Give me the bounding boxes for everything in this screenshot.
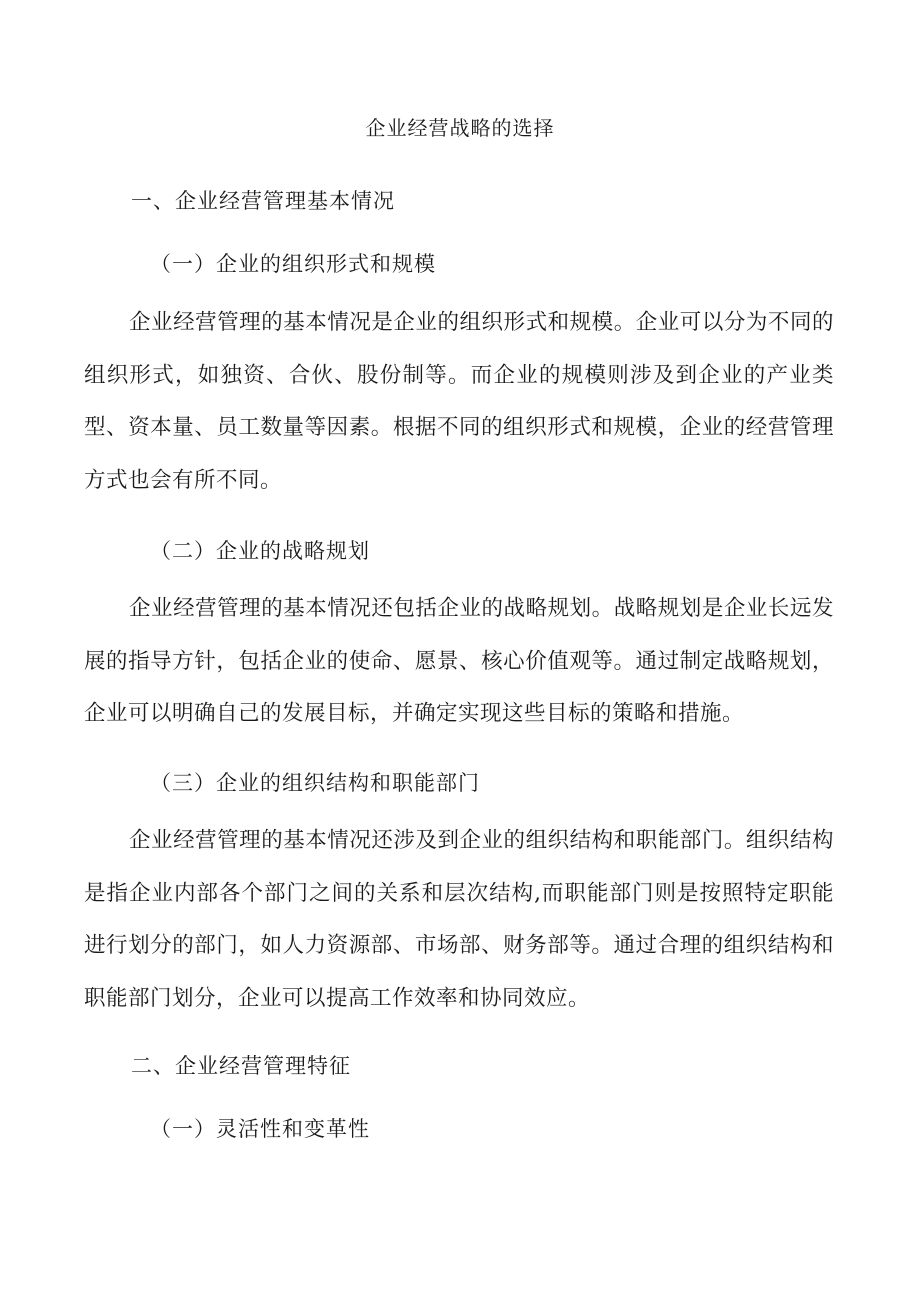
- paragraph-1-1: 企业经营管理的基本情况是企业的组织形式和规模。企业可以分为不同的组织形式，如独资、合伙、股份制等。而企业的规模则涉及到企业的产业类型、资本量、员工数量等因素。根据不同的组织形式和规模，企业的经营管理方式也会有所不同。: [84, 310, 834, 494]
- subsection-heading-1-3: （三）企业的组织结构和职能部门: [150, 771, 480, 795]
- subsection-heading-2-1: （一）灵活性和变革性: [150, 1117, 370, 1141]
- document-title: 企业经营战略的选择: [365, 116, 555, 140]
- paragraph-1-3: 企业经营管理的基本情况还涉及到企业的组织结构和职能部门。组织结构是指企业内部各个部门之间的关系和层次结构,而职能部门则是按照特定职能进行划分的部门，如人力资源部、市场部、财务部等。通过合理的组织结构和职能部门划分，企业可以提高工作效率和协同效应。: [84, 828, 834, 1012]
- subsection-heading-1-1: （一）企业的组织形式和规模: [150, 252, 436, 276]
- subsection-heading-1-2: （二）企业的战略规划: [150, 539, 370, 563]
- section-heading-1: 一、企业经营管理基本情况: [131, 189, 395, 213]
- paragraph-1-2: 企业经营管理的基本情况还包括企业的战略规划。战略规划是企业长远发展的指导方针，包括企业的使命、愿景、核心价值观等。通过制定战略规划，企业可以明确自己的发展目标，并确定实现这些目标的策略和措施。: [84, 596, 834, 727]
- section-heading-2: 二、企业经营管理特征: [131, 1054, 351, 1078]
